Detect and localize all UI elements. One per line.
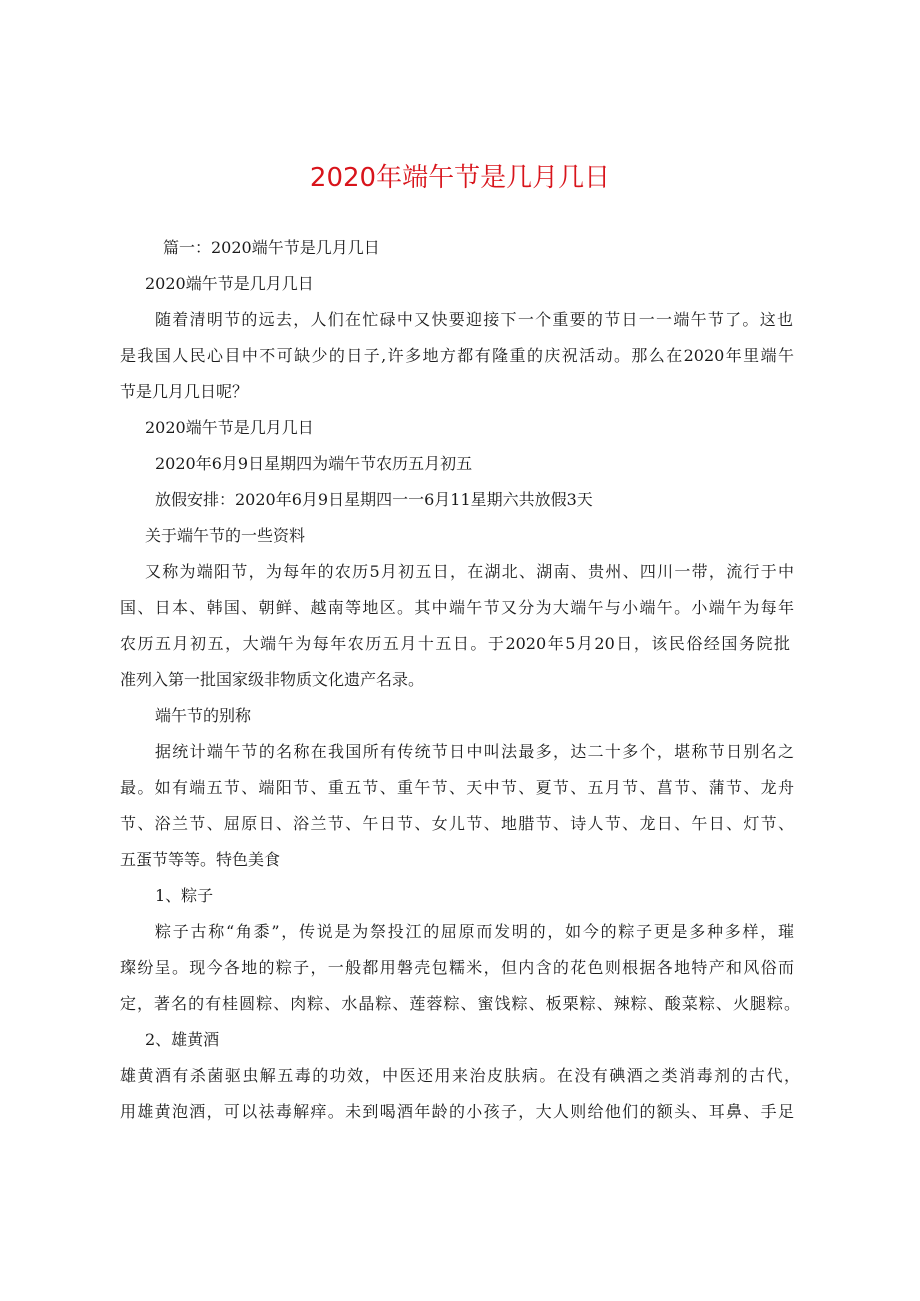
subheading: 2020端午节是几月几日 — [145, 418, 314, 437]
paragraph-line: 粽子古称“角黍”，传说是为祭投江的屈原而发明的，如今的粽子更是多种多样，璀 — [155, 922, 794, 941]
paragraph-line: 定，著名的有桂圆粽、肉粽、水晶粽、莲蓉粽、蜜饯粽、板栗粽、辣粽、酸菜粽、火腿粽。 — [120, 994, 800, 1013]
document-title: 2020年端午节是几月几日 — [309, 163, 611, 193]
paragraph-line: 璨纷呈。现今各地的粽子，一般都用磐壳包糯米，但内含的花色则根据各地特产和风俗而 — [120, 958, 794, 977]
subheading: 1、粽子 — [155, 886, 214, 905]
paragraph-line: 2020年6月9日星期四为端午节农历五月初五 — [155, 454, 473, 473]
subheading: 2、雄黄酒 — [145, 1030, 220, 1049]
paragraph-line: 据统计端午节的名称在我国所有传统节日中叫法最多，达二十多个，堪称节日别名之 — [155, 742, 794, 761]
paragraph-line: 雄黄酒有杀菌驱虫解五毒的功效，中医还用来治皮肤病。在没有碘酒之类消毒剂的古代， — [120, 1066, 800, 1085]
paragraph-line: 准列入第一批国家级非物质文化遗产名录。 — [120, 670, 425, 689]
paragraph-line: 农历五月初五，大端午为每年农历五月十五日。于2020年5月20日，该民俗经国务院批 — [120, 634, 790, 653]
paragraph-line: 是我国人民心目中不可缺少的日子,许多地方都有隆重的庆祝活动。那么在2020年里端午 — [120, 346, 794, 365]
paragraph-line: 节、浴兰节、屈原日、浴兰节、午日节、女儿节、地腊节、诗人节、龙日、午日、灯节、 — [120, 814, 794, 833]
paragraph-line: 随着清明节的远去，人们在忙碌中又快要迎接下一个重要的节日一一端午节了。这也 — [155, 310, 793, 329]
subheading: 关于端午节的一些资料 — [145, 526, 306, 545]
paragraph-line: 五蛋节等等。特色美食 — [120, 850, 281, 869]
subheading: 端午节的别称 — [155, 706, 252, 725]
paragraph-line: 用雄黄泡酒，可以祛毒解痒。未到喝酒年龄的小孩子，大人则给他们的额头、耳鼻、手足 — [120, 1102, 794, 1121]
section-heading: 篇一：2020端午节是几月几日 — [163, 238, 380, 257]
paragraph-line: 国、日本、韩国、朝鲜、越南等地区。其中端午节又分为大端午与小端午。小端午为每年 — [120, 598, 794, 617]
subheading: 2020端午节是几月几日 — [145, 274, 314, 293]
paragraph-line: 节是几月几日呢？ — [120, 382, 249, 401]
paragraph-line: 放假安排：2020年6月9日星期四一一6月11星期六共放假3天 — [155, 490, 593, 509]
paragraph-line: 最。如有端五节、端阳节、重五节、重午节、天中节、夏节、五月节、菖节、蒲节、龙舟 — [120, 778, 794, 797]
paragraph-line: 又称为端阳节，为每年的农历5月初五日，在湖北、湖南、贵州、四川一带，流行于中 — [145, 562, 794, 581]
